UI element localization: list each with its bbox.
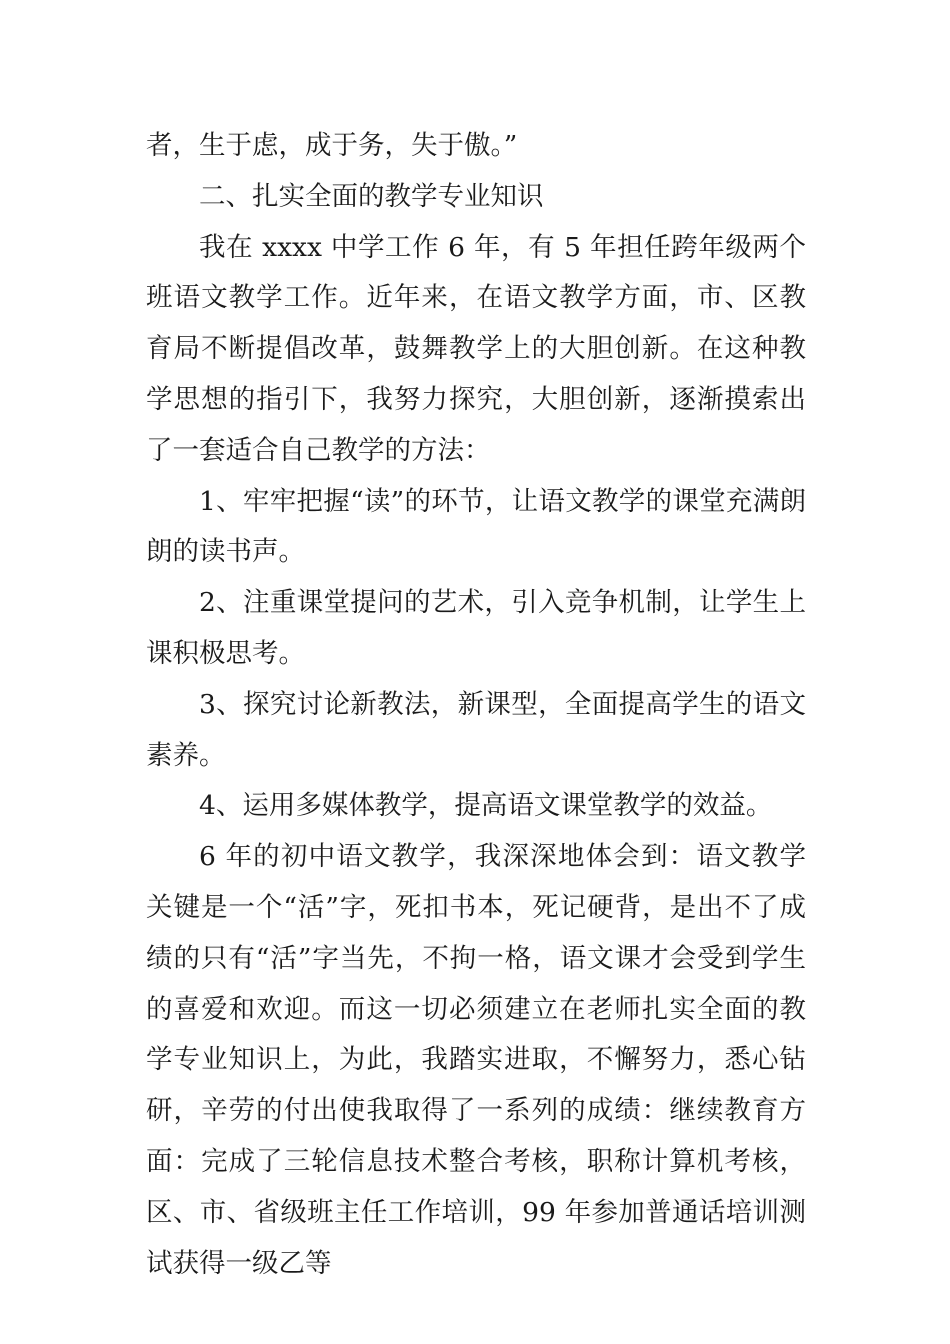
list-item-1: 1、牢牢把握“读”的环节，让语文教学的课堂充满朗朗的读书声。 (146, 485, 806, 568)
paragraph-intro: 我在 xxxx 中学工作 6 年，有 5 年担任跨年级两个班语文教学工作。近年来，在语文教学方面，市、区教育局不断提倡改革，鼓舞教学上的大胆创新。在这种教学思想的指引下，我努力探究，大胆创新，逐渐摸索出了一套适合自己教学的方法： (146, 231, 806, 466)
paragraph-summary: 6 年的初中语文教学，我深深地体会到：语文教学关键是一个“活”字，死扣书本，死记硬背，是出不了成绩的只有“活”字当先，不拘一格，语文课才会受到学生的喜爱和欢迎。而这一切必须建立在老师扎实全面的教学专业知识上，为此，我踏实进取，不懈努力，悉心钻研，辛劳的付出使我取得了一系列的成绩：继续教育方面：完成了三轮信息技术整合考核，职称计算机考核，区、市、省级班主任工作培训，99 年参加普通话培训测试获得一级乙等 (146, 841, 806, 1279)
list-item-3: 3、探究讨论新教法，新课型，全面提高学生的语文素养。 (146, 688, 806, 771)
section-heading: 二、扎实全面的教学专业知识 (199, 180, 544, 212)
list-item-2: 2、注重课堂提问的艺术，引入竞争机制，让学生上课积极思考。 (146, 587, 806, 669)
paragraph-quote-ending: 者，生于虑，成于务，失于傲。” (146, 130, 518, 161)
document-body (146, 121, 806, 1289)
list-item-4: 4、运用多媒体教学，提高语文课堂教学的效益。 (199, 790, 773, 822)
